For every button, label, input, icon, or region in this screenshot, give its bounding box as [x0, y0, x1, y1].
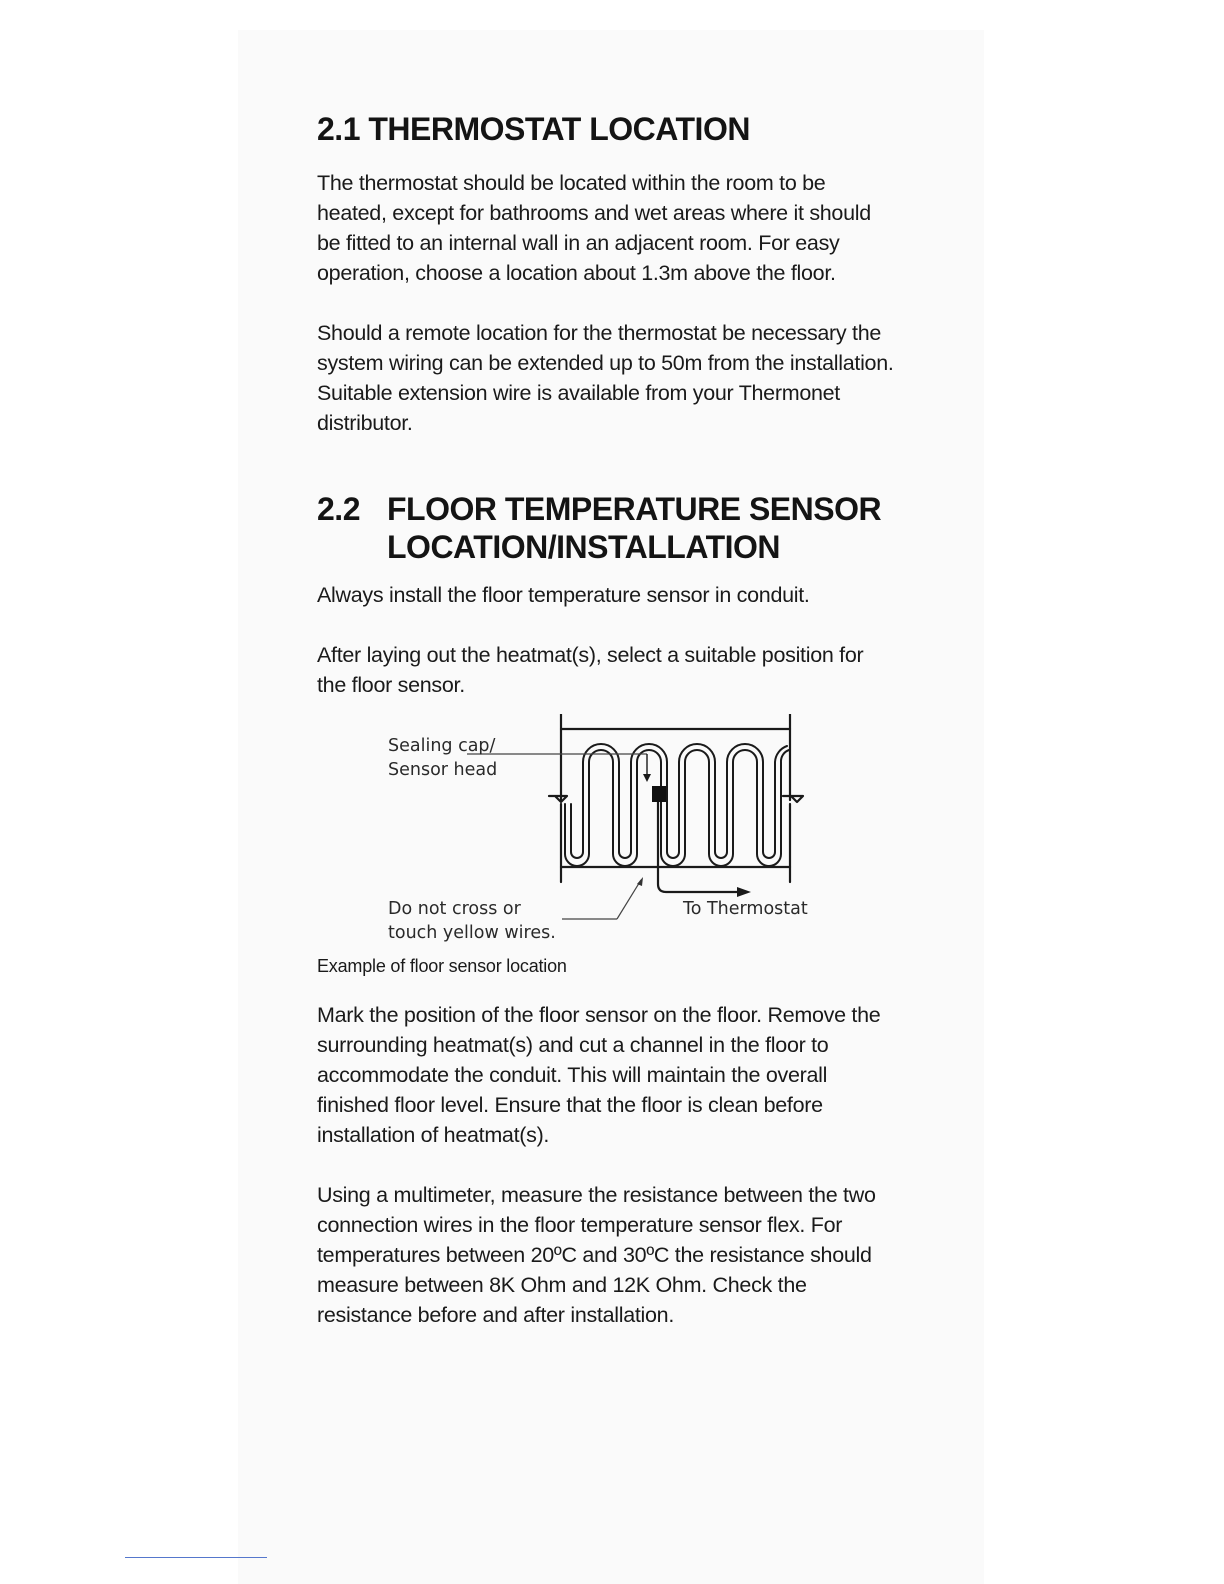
- heating-cable-inner: [571, 744, 787, 858]
- section-2-2-heading: [317, 490, 897, 566]
- sensor-head-label: Sealing cap/ Sensor head: [388, 736, 498, 780]
- section-2-1-heading: 2.1 THERMOSTAT LOCATION: [317, 111, 750, 147]
- footer-rule: [125, 1557, 267, 1558]
- channel-paragraph: Mark the position of the floor sensor on the floor. Remove the surrounding heatmat(s) and cut a channel in the floor to accommodate the conduit. This will maintain the overall finished floor level. Ensure that the floor is clean before installation of heatmat(s).: [317, 1003, 881, 1147]
- sensor-head-square: [652, 786, 666, 802]
- sensor-pointer-arrowhead: [643, 774, 651, 782]
- document-content: [317, 110, 897, 1330]
- remote-location-paragraph: Should a remote location for the thermostat be necessary the system wiring can be extended up to 50m from the installation. Suitable extension wire is available from your Thermonet distributor.: [317, 321, 894, 435]
- to-thermostat-label: To Thermostat: [683, 899, 808, 919]
- mat-right-break-symbol: [783, 796, 803, 802]
- section-2-2-number: 2.2: [317, 491, 360, 527]
- thermostat-location-paragraph: The thermostat should be located within the room to be heated, except for bathrooms and wet areas where it should be fitted to an internal wall in an adjacent room. For easy operation, choose a location about 1.3m above the floor.: [317, 171, 871, 285]
- floor-sensor-diagram: [317, 714, 897, 972]
- resistance-paragraph: Using a multimeter, measure the resistance between the two connection wires in the floor temperature sensor flex. For temperatures between 20ºC and 30ºC the resistance should measure between 8K Ohm and 12K Ohm. Check the resistance before and after installation.: [317, 1183, 876, 1327]
- diagram-caption: Example of floor sensor location: [317, 956, 567, 976]
- section-2-2-title: FLOOR TEMPERATURE SENSOR LOCATION/INSTALLATION: [387, 491, 882, 565]
- wires-leader-line-diagonal: [617, 880, 641, 919]
- mat-left-break-symbol: [549, 796, 567, 802]
- conduit-to-thermostat-line: [658, 802, 745, 892]
- sensor-position-paragraph: After laying out the heatmat(s), select a suitable position for the floor sensor.: [317, 643, 864, 697]
- yellow-wires-label: Do not cross or touch yellow wires.: [388, 899, 556, 943]
- thermostat-arrowhead: [737, 887, 751, 897]
- conduit-paragraph: Always install the floor temperature sensor in conduit.: [317, 583, 810, 607]
- heating-cable-outer: [565, 750, 789, 866]
